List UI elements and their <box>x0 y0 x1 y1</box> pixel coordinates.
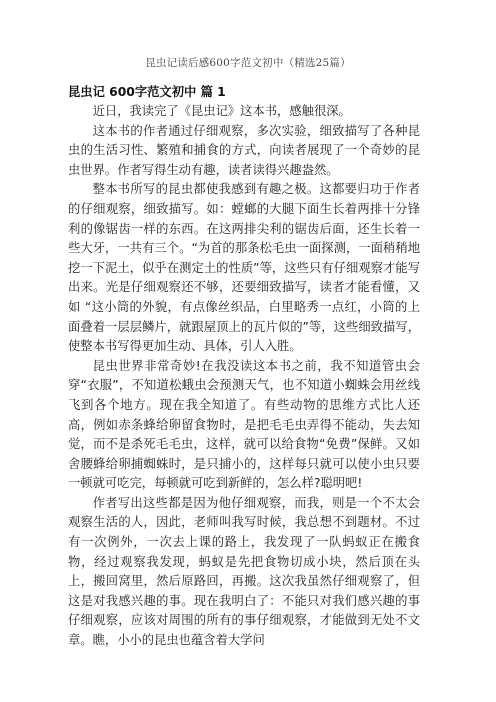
document-title: 昆虫记读后感600字范文初中（精选25篇） <box>145 57 351 69</box>
paragraph-3: 整本书所写的昆虫都使我感到有趣之极。这都要归功于作者的仔细观察，细致描写。如：螳螂的大腿下面生长着两排十分锋利的像锯齿一样的东西。在这两排尖利的锯齿后面，还生长着一些大牙，一共有三个。“为首的那条松毛虫一面探测，一面稍稍地挖一下泥土，似乎在测定土的性质”等，这些只有仔细观察才能写出来。光是仔细观察还不够，还要细致描写，读者才能看懂，又如 “这小筒的外貌，有点像丝织品，白里略秀一点红，小筒的上面叠着一层层鳞片，就跟屋顶上的瓦片似的”等，这些细致描写，使整本书写得更加生动、具体，引人入胜。 <box>68 182 420 354</box>
document-body <box>68 84 420 651</box>
paragraph-2: 这本书的作者通过仔细观察，多次实验，细致描写了各种昆虫的生活习性、繁殖和捕食的方式，向读者展现了一个奇妙的昆虫世界。作者写得生动有趣，读者读得兴趣盎然。 <box>68 123 420 177</box>
paragraph-5: 作者写出这些都是因为他仔细观察，而我，则是一个不太会观察生活的人，因此，老师叫我写时候，我总想不到题材。不过有一次例外，一次去上课的路上，我发现了一队蚂蚁正在搬食物，经过观察我发现，蚂蚁是先把食物切成小块，然后顶在头上，搬回窝里，然后原路回，再搬。这次我虽然仔细观察了，但这是对我感兴趣的事。现在我明白了：不能只对我们感兴趣的事仔细观察，应该对周围的所有的事仔细观察，才能做到无处不文章。瞧，小小的昆虫也蕴含着大学问 <box>68 495 420 648</box>
section-heading: 昆虫记 600字范文初中 篇 1 <box>68 85 226 99</box>
paragraph-4: 昆虫世界非常奇妙!在我没读这本书之前，我不知道管虫会穿“衣服”，不知道松蛾虫会预测天气，也不知道小蜘蛛会用丝线飞到各个地方。现在我全知道了。有些动物的思维方式比人还高，例如赤条蜂给卵留食物时，是把毛毛虫弄得不能动，失去知觉，而不是杀死毛毛虫，这样，就可以给食物“免费”保鲜。又如舍腰蜂给卵捕蜘蛛时，是只捕小的，这样每只就可以使小虫只要一顿就可吃完，每顿就可吃到新鲜的，怎么样?聪明吧! <box>68 358 420 491</box>
paragraph-1: 近日，我读完了《昆虫记》这本书，感触很深。 <box>92 104 351 118</box>
